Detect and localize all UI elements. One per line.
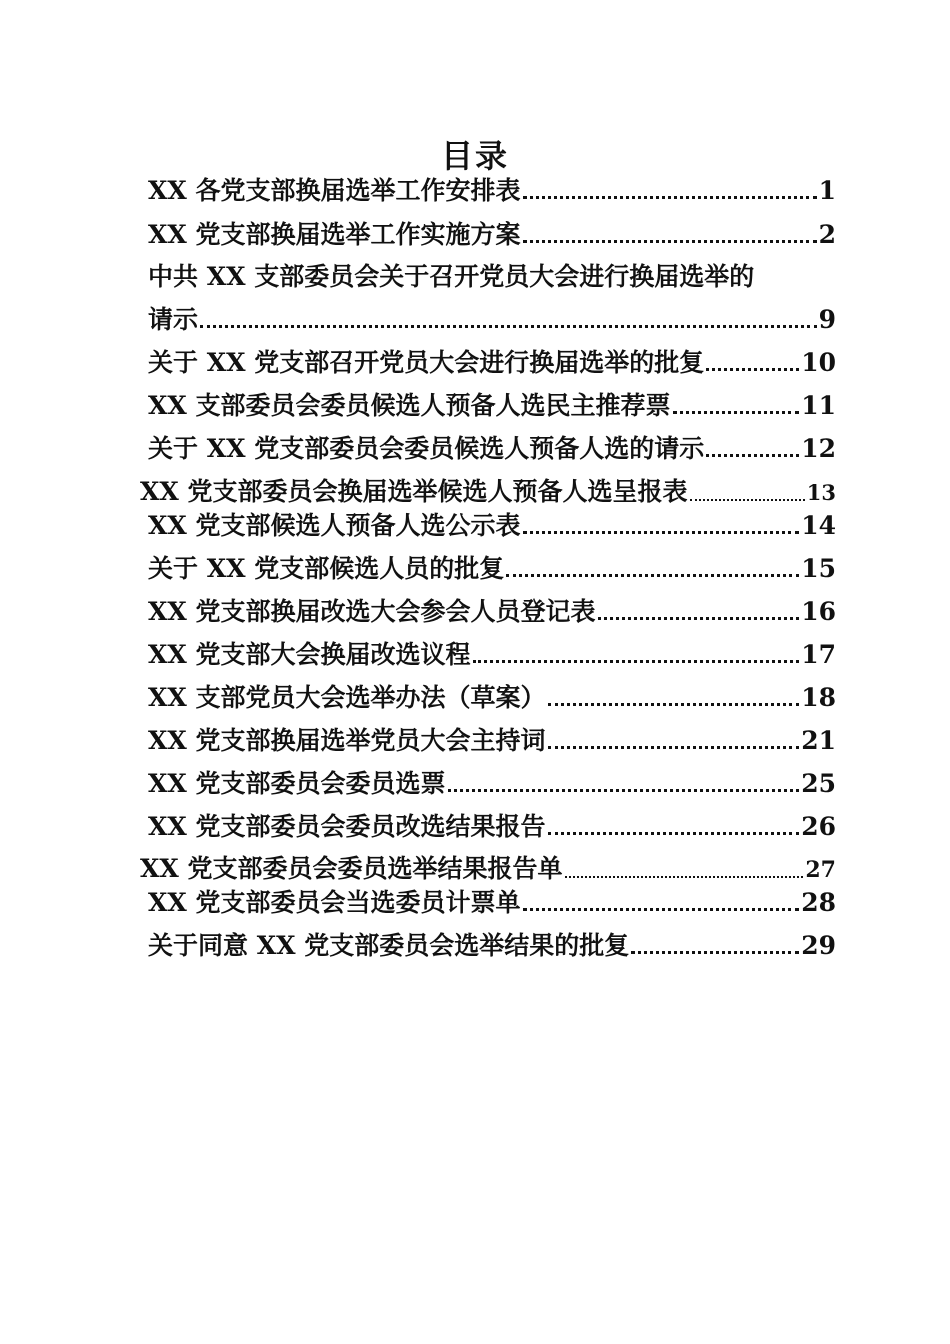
toc-entry-continuation[interactable] (148, 305, 836, 335)
toc-entry[interactable] (148, 511, 836, 541)
toc-entry[interactable] (148, 931, 836, 961)
toc-title: 目录 (440, 137, 509, 175)
dot-leader (506, 574, 799, 577)
toc-entry[interactable] (148, 176, 836, 206)
toc-entry[interactable] (148, 726, 836, 756)
toc-entry[interactable] (148, 262, 836, 292)
toc-entry-text: XX 党支部候选人预备人选公示表 (148, 511, 521, 540)
dot-leader (690, 499, 805, 501)
toc-entry[interactable] (148, 888, 836, 918)
toc-entry-page: 26 (801, 812, 836, 841)
toc-entry-text: 关于同意 XX 党支部委员会选举结果的批复 (148, 931, 630, 960)
toc-entry-text: XX 党支部换届改选大会参会人员登记表 (148, 597, 596, 626)
dot-leader (523, 908, 800, 911)
toc-entry-page: 15 (801, 554, 836, 583)
dot-leader (523, 240, 817, 243)
dot-leader (706, 368, 799, 371)
toc-entry-text: XX 党支部委员会委员改选结果报告 (148, 812, 546, 841)
dot-leader (631, 951, 799, 954)
toc-entry-text: 中共 XX 支部委员会关于召开党员大会进行换届选举的 (148, 262, 755, 291)
toc-entry-page: 14 (801, 511, 836, 540)
dot-leader (598, 617, 800, 620)
toc-entry[interactable] (148, 769, 836, 799)
toc-entry-page: 13 (806, 480, 836, 505)
dot-leader (706, 454, 799, 457)
toc-entry-page: 29 (801, 931, 836, 960)
toc-entry-text: XX 党支部委员会换届选举候选人预备人选呈报表 (140, 477, 688, 506)
toc-entry-page: 28 (801, 888, 836, 917)
toc-entry[interactable] (148, 391, 836, 421)
toc-entry-text: 关于 XX 党支部委员会委员候选人预备人选的请示 (148, 434, 705, 463)
toc-entry[interactable] (148, 683, 836, 713)
toc-entry[interactable] (148, 640, 836, 670)
toc-entry-text: XX 党支部换届选举工作实施方案 (148, 220, 521, 249)
toc-entry-page: 10 (801, 348, 836, 377)
toc-entry[interactable] (148, 348, 836, 378)
toc-entry[interactable] (140, 477, 836, 508)
toc-entry[interactable] (148, 812, 836, 842)
toc-entry[interactable] (148, 597, 836, 627)
dot-leader (673, 411, 800, 414)
toc-entry[interactable] (148, 220, 836, 250)
toc-entry-page: 18 (801, 683, 836, 712)
toc-entry-page: 11 (801, 391, 836, 420)
toc-entry-text: XX 党支部委员会委员选票 (148, 769, 446, 798)
toc-entry[interactable] (140, 854, 836, 885)
toc-entry-page: 9 (818, 305, 836, 334)
toc-entry[interactable] (148, 434, 836, 464)
toc-entry-page: 1 (818, 176, 836, 205)
toc-entry-page: 16 (801, 597, 836, 626)
toc-entry-text: 请示 (148, 305, 199, 334)
toc-entry-text: XX 各党支部换届选举工作安排表 (148, 176, 521, 205)
toc-entry-text: 关于 XX 党支部候选人员的批复 (148, 554, 505, 583)
dot-leader (200, 325, 817, 328)
dot-leader (548, 703, 800, 706)
dot-leader (473, 660, 800, 663)
dot-leader (448, 789, 800, 792)
toc-entry-page: 25 (801, 769, 836, 798)
dot-leader (548, 832, 800, 835)
dot-leader (523, 531, 800, 534)
toc-entry-text: XX 支部党员大会选举办法（草案） (148, 683, 546, 712)
toc-entry-page: 17 (801, 640, 836, 669)
dot-leader (565, 876, 804, 878)
toc-entry-page: 12 (801, 434, 836, 463)
toc-entry-text: XX 支部委员会委员候选人预备人选民主推荐票 (148, 391, 671, 420)
toc-entry-text: XX 党支部大会换届改选议程 (148, 640, 471, 669)
dot-leader (523, 196, 817, 199)
dot-leader (548, 746, 800, 749)
toc-entry-text: XX 党支部换届选举党员大会主持词 (148, 726, 546, 755)
toc-entry-page: 2 (818, 220, 836, 249)
toc-entry-page: 21 (801, 726, 836, 755)
toc-entry-page: 27 (805, 857, 836, 883)
toc-entry[interactable] (148, 554, 836, 584)
toc-entry-text: XX 党支部委员会委员选举结果报告单 (140, 854, 563, 883)
toc-entry-text: XX 党支部委员会当选委员计票单 (148, 888, 521, 917)
toc-entry-text: 关于 XX 党支部召开党员大会进行换届选举的批复 (148, 348, 705, 377)
